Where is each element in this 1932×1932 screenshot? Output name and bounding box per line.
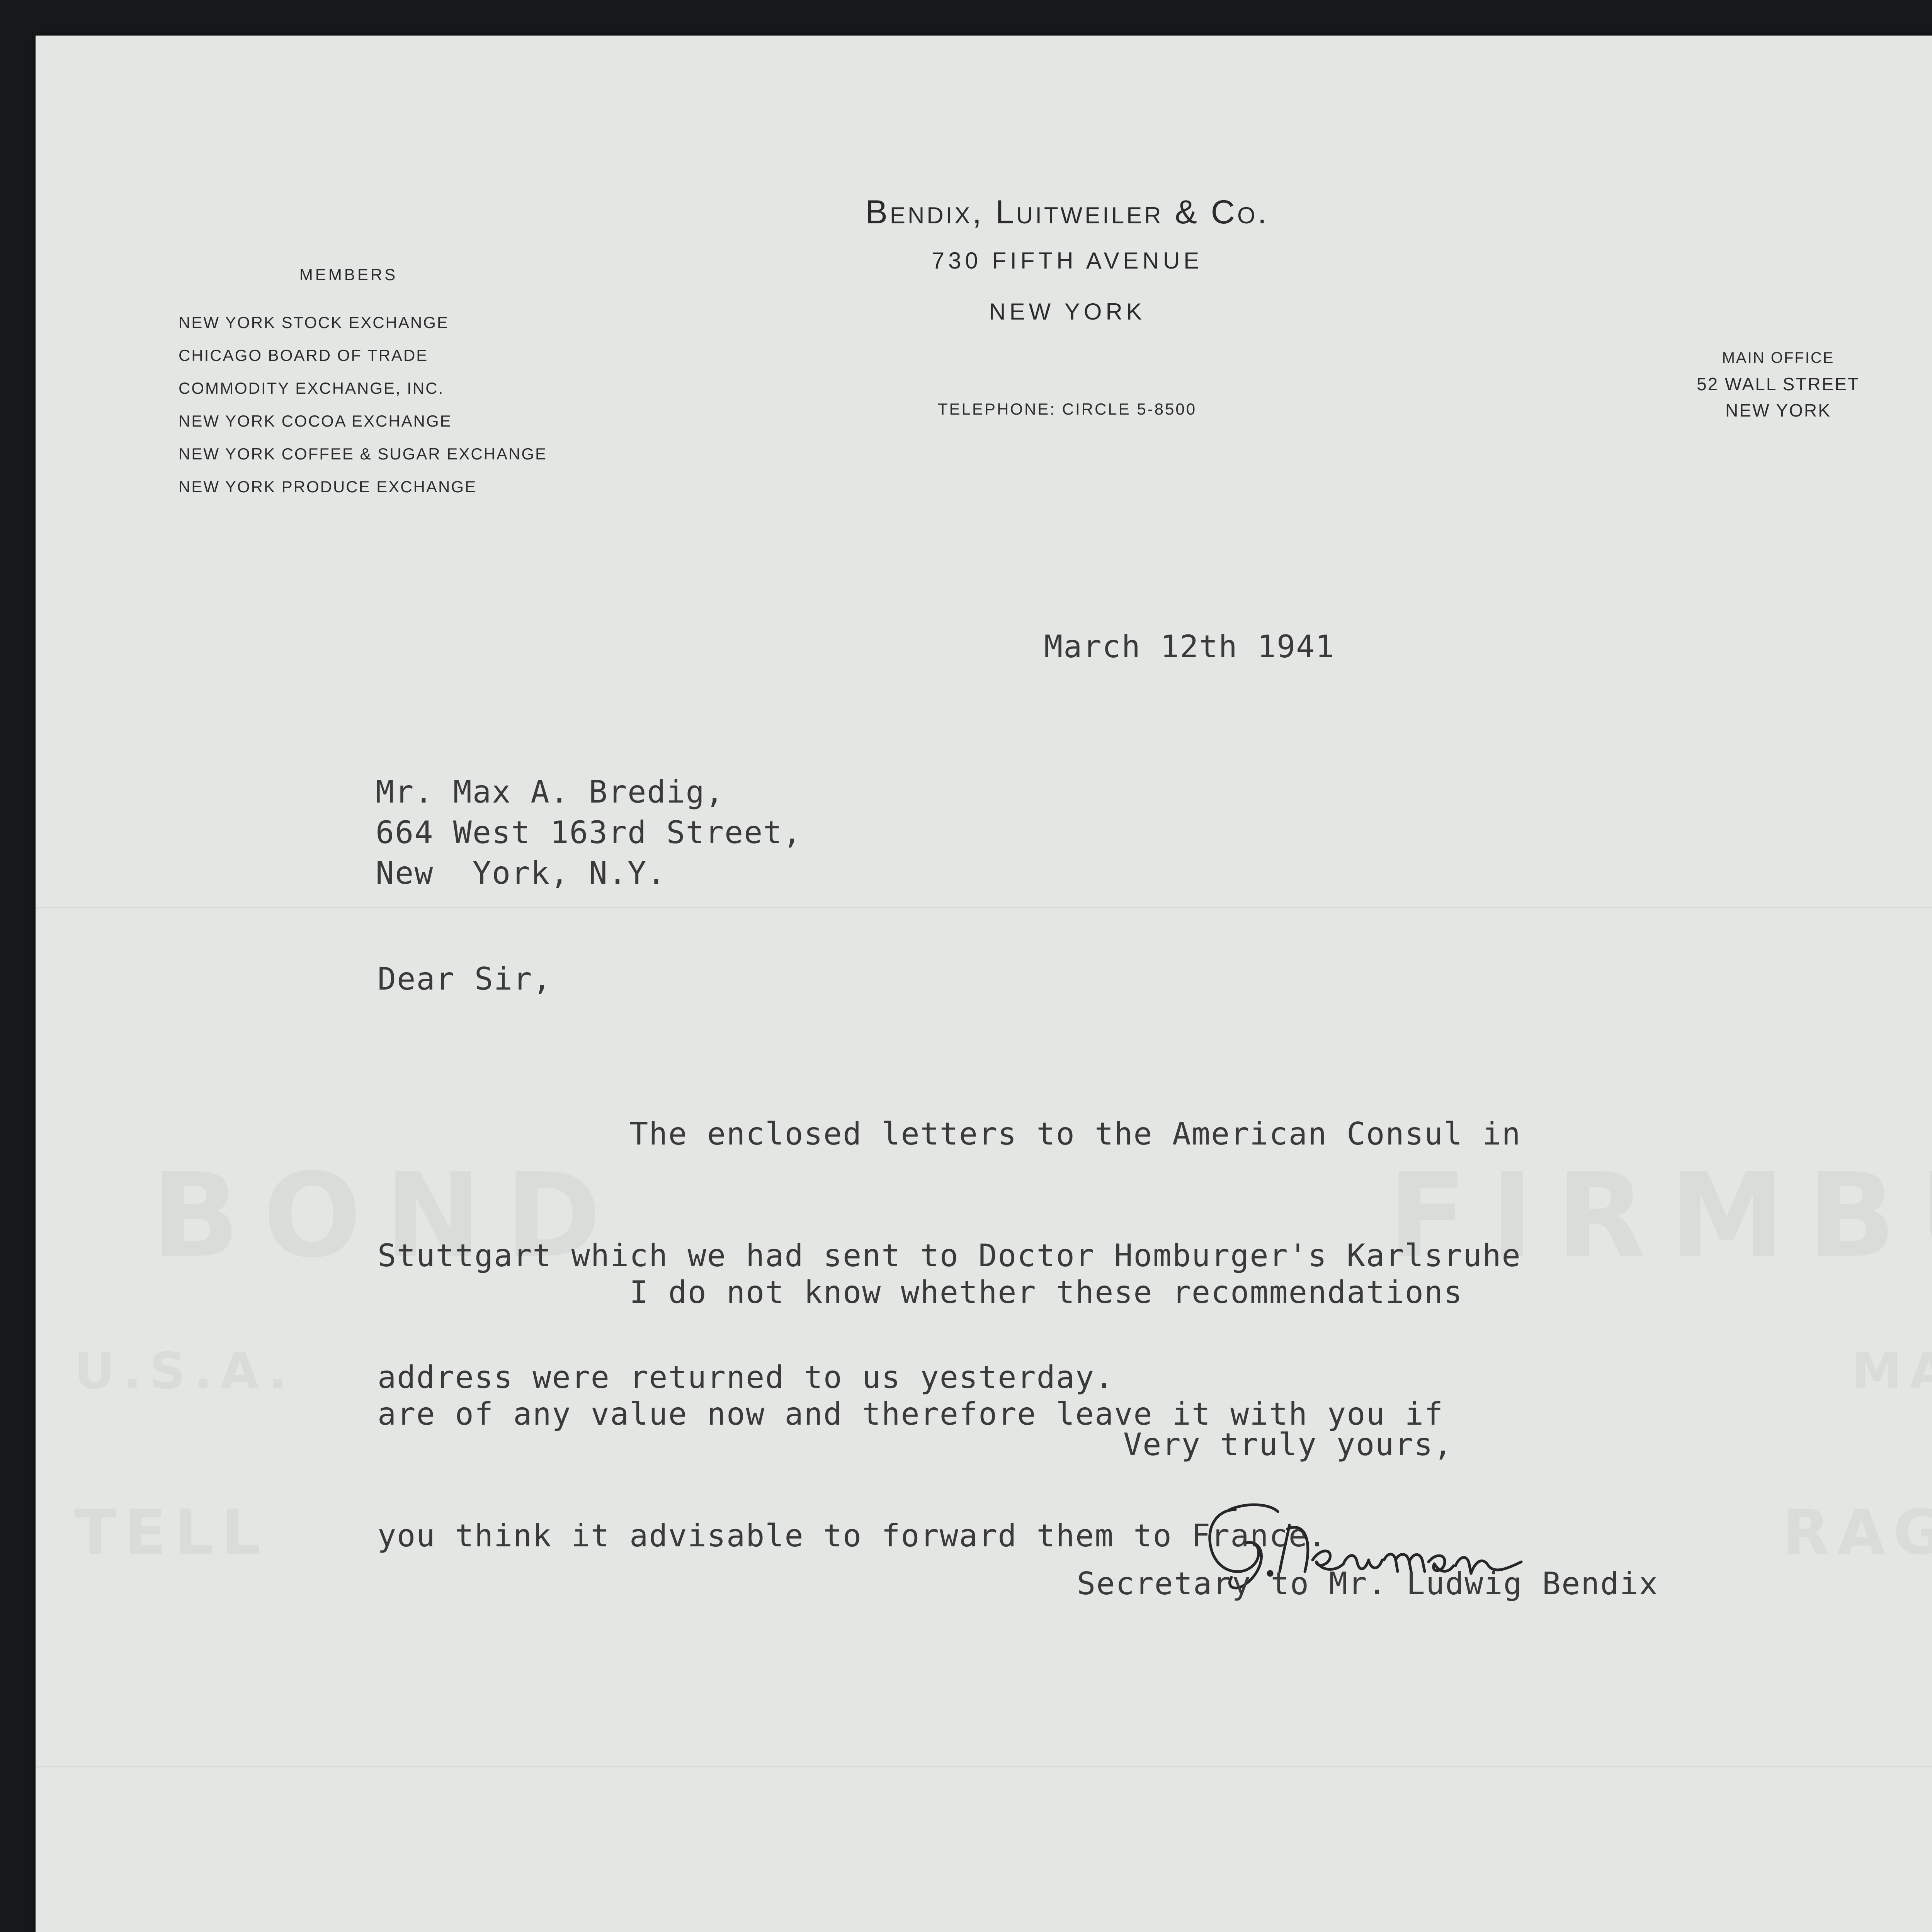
firm-name <box>766 193 1369 231</box>
main-office-city: NEW YORK <box>1725 400 1831 420</box>
recipient-line: Mr. Max A. Bredig, <box>376 774 724 810</box>
firm-telephone: TELEPHONE: CIRCLE 5-8500 <box>937 400 1197 418</box>
membership-item: NEW YORK COFFEE & SUGAR EXCHANGE <box>179 445 548 463</box>
body-line: I do not know whether these recommendations <box>378 1274 1463 1310</box>
body-line: are of any value now and therefore leave it with you if <box>378 1396 1444 1432</box>
membership-item: NEW YORK STOCK EXCHANGE <box>179 313 449 332</box>
recipient-address <box>376 772 802 893</box>
membership-item: CHICAGO BOARD OF TRADE <box>179 346 429 364</box>
firm-address-street: 730 FIFTH AVENUE <box>931 248 1203 274</box>
letter-date: March 12th 1941 <box>1044 629 1335 665</box>
body-line: The enclosed letters to the American Consul in <box>378 1116 1521 1152</box>
fold-line <box>36 907 1932 908</box>
fold-line <box>36 1766 1932 1767</box>
signer-title: Secretary to Mr. Ludwig Bendix <box>1077 1566 1658 1602</box>
watermark-text <box>74 1342 294 1400</box>
firm-address-city: NEW YORK <box>989 299 1146 325</box>
watermark-text <box>1782 1496 1932 1568</box>
recipient-line: New York, N.Y. <box>376 855 667 891</box>
main-office-street: 52 WALL STREET <box>1696 374 1860 394</box>
watermark-text <box>74 1496 268 1568</box>
membership-item: COMMODITY EXCHANGE, INC. <box>179 379 444 397</box>
watermark-text <box>1852 1342 1932 1400</box>
membership-item: NEW YORK COCOA EXCHANGE <box>179 412 452 430</box>
firm-name-text: Bendix, Luitweiler & Co. <box>865 194 1269 231</box>
body-line: Stuttgart which we had sent to Doctor Homburger's Karlsruhe <box>378 1238 1521 1274</box>
recipient-line: 664 West 163rd Street, <box>376 815 802 850</box>
body-line: you think it advisable to forward them to France. <box>378 1518 1328 1554</box>
body-line: address were returned to us yesterday. <box>378 1359 1114 1395</box>
exchange-memberships-list <box>179 306 547 503</box>
letter-sheet <box>36 36 1932 1932</box>
closing: Very truly yours, <box>1123 1427 1453 1463</box>
membership-item: NEW YORK PRODUCE EXCHANGE <box>179 478 477 496</box>
members-heading: MEMBERS <box>299 265 398 284</box>
main-office-block <box>1662 345 1894 423</box>
main-office-label: MAIN OFFICE <box>1722 349 1835 366</box>
salutation: Dear Sir, <box>378 961 552 997</box>
